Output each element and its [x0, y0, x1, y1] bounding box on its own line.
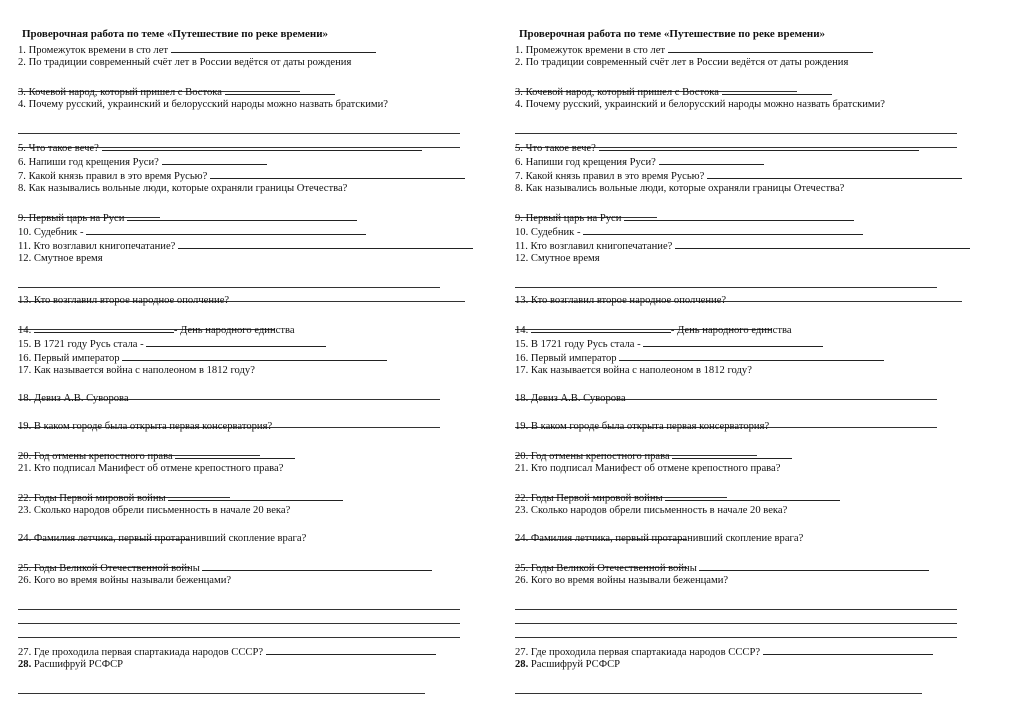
question-number: 22.	[18, 493, 32, 504]
question-number: 6.	[515, 157, 523, 168]
answer-blank	[707, 168, 962, 179]
question-number: 27.	[515, 647, 529, 658]
question-6	[515, 154, 997, 168]
question-5	[18, 140, 500, 154]
question-number: 28.	[18, 659, 32, 670]
question-21	[515, 462, 997, 476]
answer-line	[18, 609, 460, 610]
question-number: 16.	[18, 353, 32, 364]
question-number: 8.	[18, 183, 26, 194]
question-number: 2.	[18, 57, 26, 68]
question-8	[18, 182, 500, 196]
question-text: В каком городе была открыта первая консерватория?	[530, 421, 770, 432]
question-text: Кого во время войны называли беженцами?	[33, 575, 232, 586]
question-text: Где проходила первая спартакиада народов СССР?	[33, 647, 264, 658]
question-16	[18, 350, 500, 364]
answer-blank	[763, 644, 933, 655]
answer-blank	[162, 154, 267, 165]
question-text: Первый царь на Руси	[28, 213, 125, 224]
question-text: Кто возглавил второе народное ополчение?	[33, 295, 230, 306]
question-text: Кто подписал Манифест об отмене крепостного права?	[530, 463, 781, 474]
question-5	[515, 140, 997, 154]
question-number: 18.	[515, 393, 529, 404]
answer-blank	[168, 490, 343, 501]
question-text: Промежуток времени в сто лет	[525, 45, 666, 56]
question-7	[515, 168, 997, 182]
answer-line	[515, 623, 957, 624]
answer-blank	[699, 560, 929, 571]
question-number: 24.	[18, 533, 32, 544]
question-number: 22.	[515, 493, 529, 504]
question-28	[515, 658, 997, 672]
question-18	[515, 392, 997, 406]
question-text: Судебник -	[33, 227, 84, 238]
answer-line	[18, 693, 425, 694]
question-12	[18, 252, 500, 266]
answer-blank	[675, 238, 970, 249]
question-number: 4.	[515, 99, 523, 110]
answer-line	[18, 623, 460, 624]
question-text: Годы Великой Отечественной войны	[530, 563, 697, 574]
question-text: Кто возглавил книгопечатание?	[33, 241, 176, 252]
question-number: 7.	[18, 171, 26, 182]
question-number: 13.	[515, 295, 529, 306]
answer-blank	[202, 560, 432, 571]
answer-blank	[665, 490, 840, 501]
question-number: 15.	[515, 339, 529, 350]
question-number: 15.	[18, 339, 32, 350]
question-number: 9.	[18, 213, 26, 224]
question-text: Какой князь правил в это время Русью?	[28, 171, 208, 182]
question-4	[18, 98, 500, 112]
question-10	[18, 224, 500, 238]
question-18	[18, 392, 500, 406]
question-24	[515, 532, 997, 546]
question-text: Как назывались вольные люди, которые охраняли границы Отечества?	[525, 183, 845, 194]
question-number: 4.	[18, 99, 26, 110]
question-number: 14.	[18, 325, 32, 336]
answer-line	[515, 609, 957, 610]
question-number: 18.	[18, 393, 32, 404]
question-text: Год отмены крепостного права	[33, 451, 173, 462]
answer-line	[18, 287, 440, 288]
question-number: 9.	[515, 213, 523, 224]
worksheet-title: Проверочная работа по теме «Путешествие по реке времени»	[519, 28, 826, 40]
answer-blank	[266, 644, 436, 655]
question-text: Кочевой народ, который пришел с Востока	[525, 87, 719, 98]
question-number: 17.	[515, 365, 529, 376]
question-22	[18, 490, 500, 504]
question-number: 8.	[515, 183, 523, 194]
answer-line	[18, 637, 460, 638]
worksheet-title: Проверочная работа по теме «Путешествие по реке времени»	[22, 28, 329, 40]
question-text: Фамилия летчика, первый протаранивший скопление врага?	[530, 533, 804, 544]
question-15	[515, 336, 997, 350]
question-number: 14.	[515, 325, 529, 336]
answer-blank	[102, 140, 422, 151]
answer-line	[515, 693, 922, 694]
question-number: 20.	[515, 451, 529, 462]
question-number: 1.	[18, 45, 26, 56]
question-number: 19.	[18, 421, 32, 432]
question-text: Расшифруй РСФСР	[33, 659, 124, 670]
question-15	[18, 336, 500, 350]
question-9	[515, 210, 997, 224]
answer-blank	[210, 168, 465, 179]
question-text: Первый царь на Руси	[525, 213, 622, 224]
question-number: 28.	[515, 659, 529, 670]
question-number: 3.	[18, 87, 26, 98]
question-2	[515, 56, 997, 70]
question-text: Сколько народов обрели письменность в начале 20 века?	[33, 505, 291, 516]
question-24	[18, 532, 500, 546]
question-text: Напиши год крещения Руси?	[28, 157, 159, 168]
question-text: Промежуток времени в сто лет	[28, 45, 169, 56]
question-text: - День народного единства	[173, 325, 295, 336]
question-20	[515, 448, 997, 462]
question-6	[18, 154, 500, 168]
question-7	[18, 168, 500, 182]
question-20	[18, 448, 500, 462]
question-text: Напиши год крещения Руси?	[525, 157, 656, 168]
answer-line	[515, 133, 957, 134]
question-number: 25.	[18, 563, 32, 574]
question-number: 17.	[18, 365, 32, 376]
question-17	[18, 364, 500, 378]
question-25	[515, 560, 997, 574]
question-26	[18, 574, 500, 588]
answer-blank	[122, 350, 387, 361]
answer-blank	[175, 448, 295, 459]
question-text: Первый император	[33, 353, 120, 364]
answer-blank	[599, 140, 919, 151]
answer-line	[515, 637, 957, 638]
question-text: В 1721 году Русь стала -	[33, 339, 144, 350]
answer-blank	[146, 336, 326, 347]
question-4	[515, 98, 997, 112]
question-3	[515, 84, 997, 98]
question-9	[18, 210, 500, 224]
question-number: 23.	[515, 505, 529, 516]
question-13	[515, 294, 997, 308]
question-text: Первый император	[530, 353, 617, 364]
question-text: Как называется война с наполеоном в 1812 году?	[33, 365, 255, 376]
answer-blank	[659, 154, 764, 165]
question-number: 6.	[18, 157, 26, 168]
question-text: Какой князь правил в это время Русью?	[525, 171, 705, 182]
question-8	[515, 182, 997, 196]
question-17	[515, 364, 997, 378]
question-number: 1.	[515, 45, 523, 56]
question-text: Как назывались вольные люди, которые охраняли границы Отечества?	[28, 183, 348, 194]
question-number: 7.	[515, 171, 523, 182]
answer-blank	[672, 448, 792, 459]
question-text: Кого во время войны называли беженцами?	[530, 575, 729, 586]
answer-blank	[225, 84, 335, 95]
question-text: Кто подписал Манифест об отмене крепостного права?	[33, 463, 284, 474]
question-text: Год отмены крепостного права	[530, 451, 670, 462]
question-text: Годы Великой Отечественной войны	[33, 563, 200, 574]
answer-blank	[668, 42, 873, 53]
question-25	[18, 560, 500, 574]
answer-blank	[619, 350, 884, 361]
question-number: 26.	[515, 575, 529, 586]
answer-blank	[583, 224, 863, 235]
question-text: Почему русский, украинский и белорусский народы можно назвать братскими?	[28, 99, 388, 110]
question-text: В каком городе была открыта первая консерватория?	[33, 421, 273, 432]
question-14	[515, 322, 997, 336]
question-number: 5.	[18, 143, 26, 154]
question-12	[515, 252, 997, 266]
answer-blank	[531, 322, 671, 333]
answer-line	[18, 133, 460, 134]
question-14	[18, 322, 500, 336]
question-1	[18, 42, 500, 56]
answer-blank	[34, 322, 174, 333]
question-number: 10.	[18, 227, 32, 238]
answer-blank	[722, 84, 832, 95]
question-19	[18, 420, 500, 434]
worksheet-left	[0, 0, 500, 725]
answer-blank	[86, 224, 366, 235]
question-11	[18, 238, 500, 252]
question-text: По традиции современный счёт лет в России ведётся от даты рождения	[525, 57, 849, 68]
question-11	[515, 238, 997, 252]
question-number: 2.	[515, 57, 523, 68]
question-22	[515, 490, 997, 504]
question-text: Фамилия летчика, первый протаранивший скопление врага?	[33, 533, 307, 544]
question-text: По традиции современный счёт лет в России ведётся от даты рождения	[28, 57, 352, 68]
question-text: Что такое вече?	[28, 143, 99, 154]
question-text: Почему русский, украинский и белорусский народы можно назвать братскими?	[525, 99, 885, 110]
question-number: 27.	[18, 647, 32, 658]
answer-line	[515, 287, 937, 288]
answer-blank	[171, 42, 376, 53]
question-number: 11.	[515, 241, 528, 252]
question-23	[515, 504, 997, 518]
question-16	[515, 350, 997, 364]
question-number: 12.	[515, 253, 529, 264]
question-text: - День народного единства	[670, 325, 792, 336]
question-text: Сколько народов обрели письменность в начале 20 века?	[530, 505, 788, 516]
question-number: 23.	[18, 505, 32, 516]
question-1	[515, 42, 997, 56]
answer-blank	[643, 336, 823, 347]
question-text: Смутное время	[33, 253, 103, 264]
question-text: Что такое вече?	[525, 143, 596, 154]
question-number: 11.	[18, 241, 31, 252]
question-26	[515, 574, 997, 588]
question-text: Где проходила первая спартакиада народов СССР?	[530, 647, 761, 658]
question-text: Кто возглавил второе народное ополчение?	[530, 295, 727, 306]
question-number: 24.	[515, 533, 529, 544]
question-28	[18, 658, 500, 672]
answer-blank	[127, 210, 357, 221]
question-27	[515, 644, 997, 658]
question-23	[18, 504, 500, 518]
worksheet-right	[497, 0, 997, 725]
question-text: Кто возглавил книгопечатание?	[530, 241, 673, 252]
question-text: Как называется война с наполеоном в 1812 году?	[530, 365, 752, 376]
question-number: 12.	[18, 253, 32, 264]
question-21	[18, 462, 500, 476]
answer-blank	[178, 238, 473, 249]
question-number: 25.	[515, 563, 529, 574]
question-3	[18, 84, 500, 98]
question-number: 20.	[18, 451, 32, 462]
question-number: 19.	[515, 421, 529, 432]
question-number: 10.	[515, 227, 529, 238]
answer-blank	[624, 210, 854, 221]
question-text: Годы Первой мировой войны	[530, 493, 663, 504]
question-text: Смутное время	[530, 253, 600, 264]
question-13	[18, 294, 500, 308]
question-number: 26.	[18, 575, 32, 586]
question-text: Кочевой народ, который пришел с Востока	[28, 87, 222, 98]
question-number: 5.	[515, 143, 523, 154]
question-text: В 1721 году Русь стала -	[530, 339, 641, 350]
question-text: Расшифруй РСФСР	[530, 659, 621, 670]
question-19	[515, 420, 997, 434]
question-text: Девиз А.В. Суворова	[530, 393, 626, 404]
question-10	[515, 224, 997, 238]
question-2	[18, 56, 500, 70]
question-number: 16.	[515, 353, 529, 364]
question-text: Судебник -	[530, 227, 581, 238]
question-number: 3.	[515, 87, 523, 98]
question-text: Девиз А.В. Суворова	[33, 393, 129, 404]
question-number: 21.	[18, 463, 32, 474]
question-number: 21.	[515, 463, 529, 474]
question-text: Годы Первой мировой войны	[33, 493, 166, 504]
question-number: 13.	[18, 295, 32, 306]
question-27	[18, 644, 500, 658]
